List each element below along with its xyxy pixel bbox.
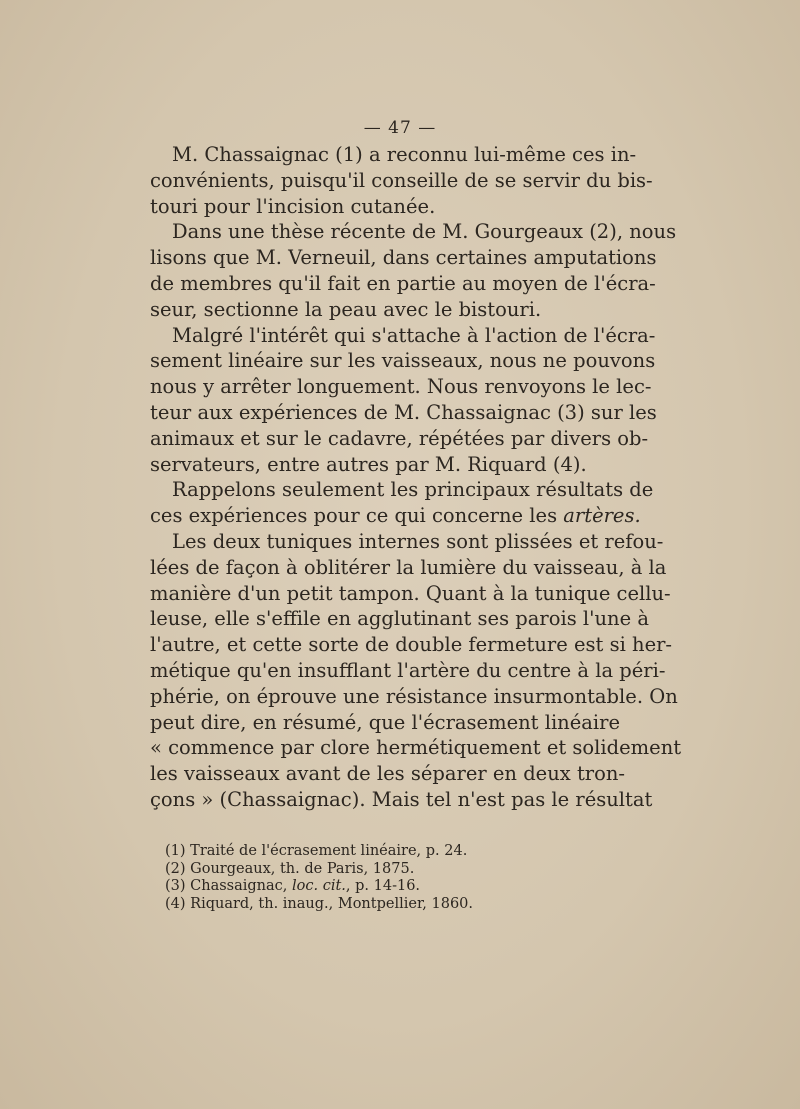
text-line: lées de façon à oblitérer la lumière du vaisseau, à la	[150, 555, 667, 579]
paragraph	[150, 219, 677, 322]
text-line: Dans une thèse récente de M. Gourgeaux (2), nous	[172, 220, 677, 244]
paragraph	[150, 142, 653, 219]
text-line: leuse, elle s'effile en agglutinant ses parois l'une à	[150, 607, 649, 631]
text-line: seur, sectionne la peau avec le bistouri.	[150, 297, 542, 321]
text-line: les vaisseaux avant de les séparer en deux tron-	[150, 762, 626, 786]
text-line: convénients, puisqu'il conseille de se servir du bis-	[150, 168, 653, 192]
text-line: teur aux expériences de M. Chassaignac (3) sur les	[150, 400, 657, 424]
text-line	[150, 503, 641, 529]
text-line: çons » (Chassaignac). Mais tel n'est pas le résultat	[150, 787, 653, 811]
paragraph	[150, 323, 657, 478]
footnote-italic: loc. cit.	[292, 878, 346, 894]
paragraph	[150, 477, 654, 529]
footnote-text: (3) Chassaignac,	[165, 878, 292, 894]
footnote	[165, 878, 585, 896]
text-line: Les deux tuniques internes sont plissées et refou-	[172, 529, 664, 553]
footnote: (1) Traité de l'écrasement linéaire, p. 24.	[165, 843, 468, 859]
text-line: servateurs, entre autres par M. Riquard (4).	[150, 452, 587, 476]
text-line: Rappelons seulement les principaux résultats de	[172, 478, 654, 502]
page-number: — 47 —	[363, 118, 437, 138]
text-line: nous y arrêter longuement. Nous renvoyons le lec-	[150, 375, 652, 399]
text-line: lisons que M. Verneuil, dans certaines amputations	[150, 246, 657, 270]
text-segment: ces expériences pour ce qui concerne les	[150, 504, 558, 528]
text-line: Malgré l'intérêt qui s'attache à l'action de l'écra-	[172, 323, 656, 347]
footnotes	[165, 843, 585, 913]
text-line: animaux et sur le cadavre, répétées par divers ob-	[150, 426, 649, 450]
body-text	[150, 142, 682, 813]
text-line: phérie, on éprouve une résistance insurmontable. On	[150, 684, 678, 708]
italic-term: artères.	[563, 504, 641, 528]
text-line: métique qu'en insufflant l'artère du centre à la péri-	[150, 658, 666, 682]
text-line: « commence par clore hermétiquement et solidement	[150, 736, 682, 760]
text-line: sement linéaire sur les vaisseaux, nous ne pouvons	[150, 349, 656, 373]
text-line: M. Chassaignac (1) a reconnu lui-même ces in-	[172, 143, 637, 166]
text-line: l'autre, et cette sorte de double fermeture est si her-	[150, 633, 673, 657]
footnote: (4) Riquard, th. inaug., Montpellier, 1860.	[165, 895, 474, 912]
footnote-text: , p. 14-16.	[345, 878, 421, 894]
text-line: touri pour l'incision cutanée.	[150, 194, 436, 218]
text-line: de membres qu'il fait en partie au moyen de l'écra-	[150, 271, 656, 295]
text-line: peut dire, en résumé, que l'écrasement linéaire	[150, 710, 620, 734]
text-line: manière d'un petit tampon. Quant à la tunique cellu-	[150, 581, 671, 605]
paragraph	[150, 529, 682, 813]
footnote: (2) Gourgeaux, th. de Paris, 1875.	[165, 860, 415, 877]
